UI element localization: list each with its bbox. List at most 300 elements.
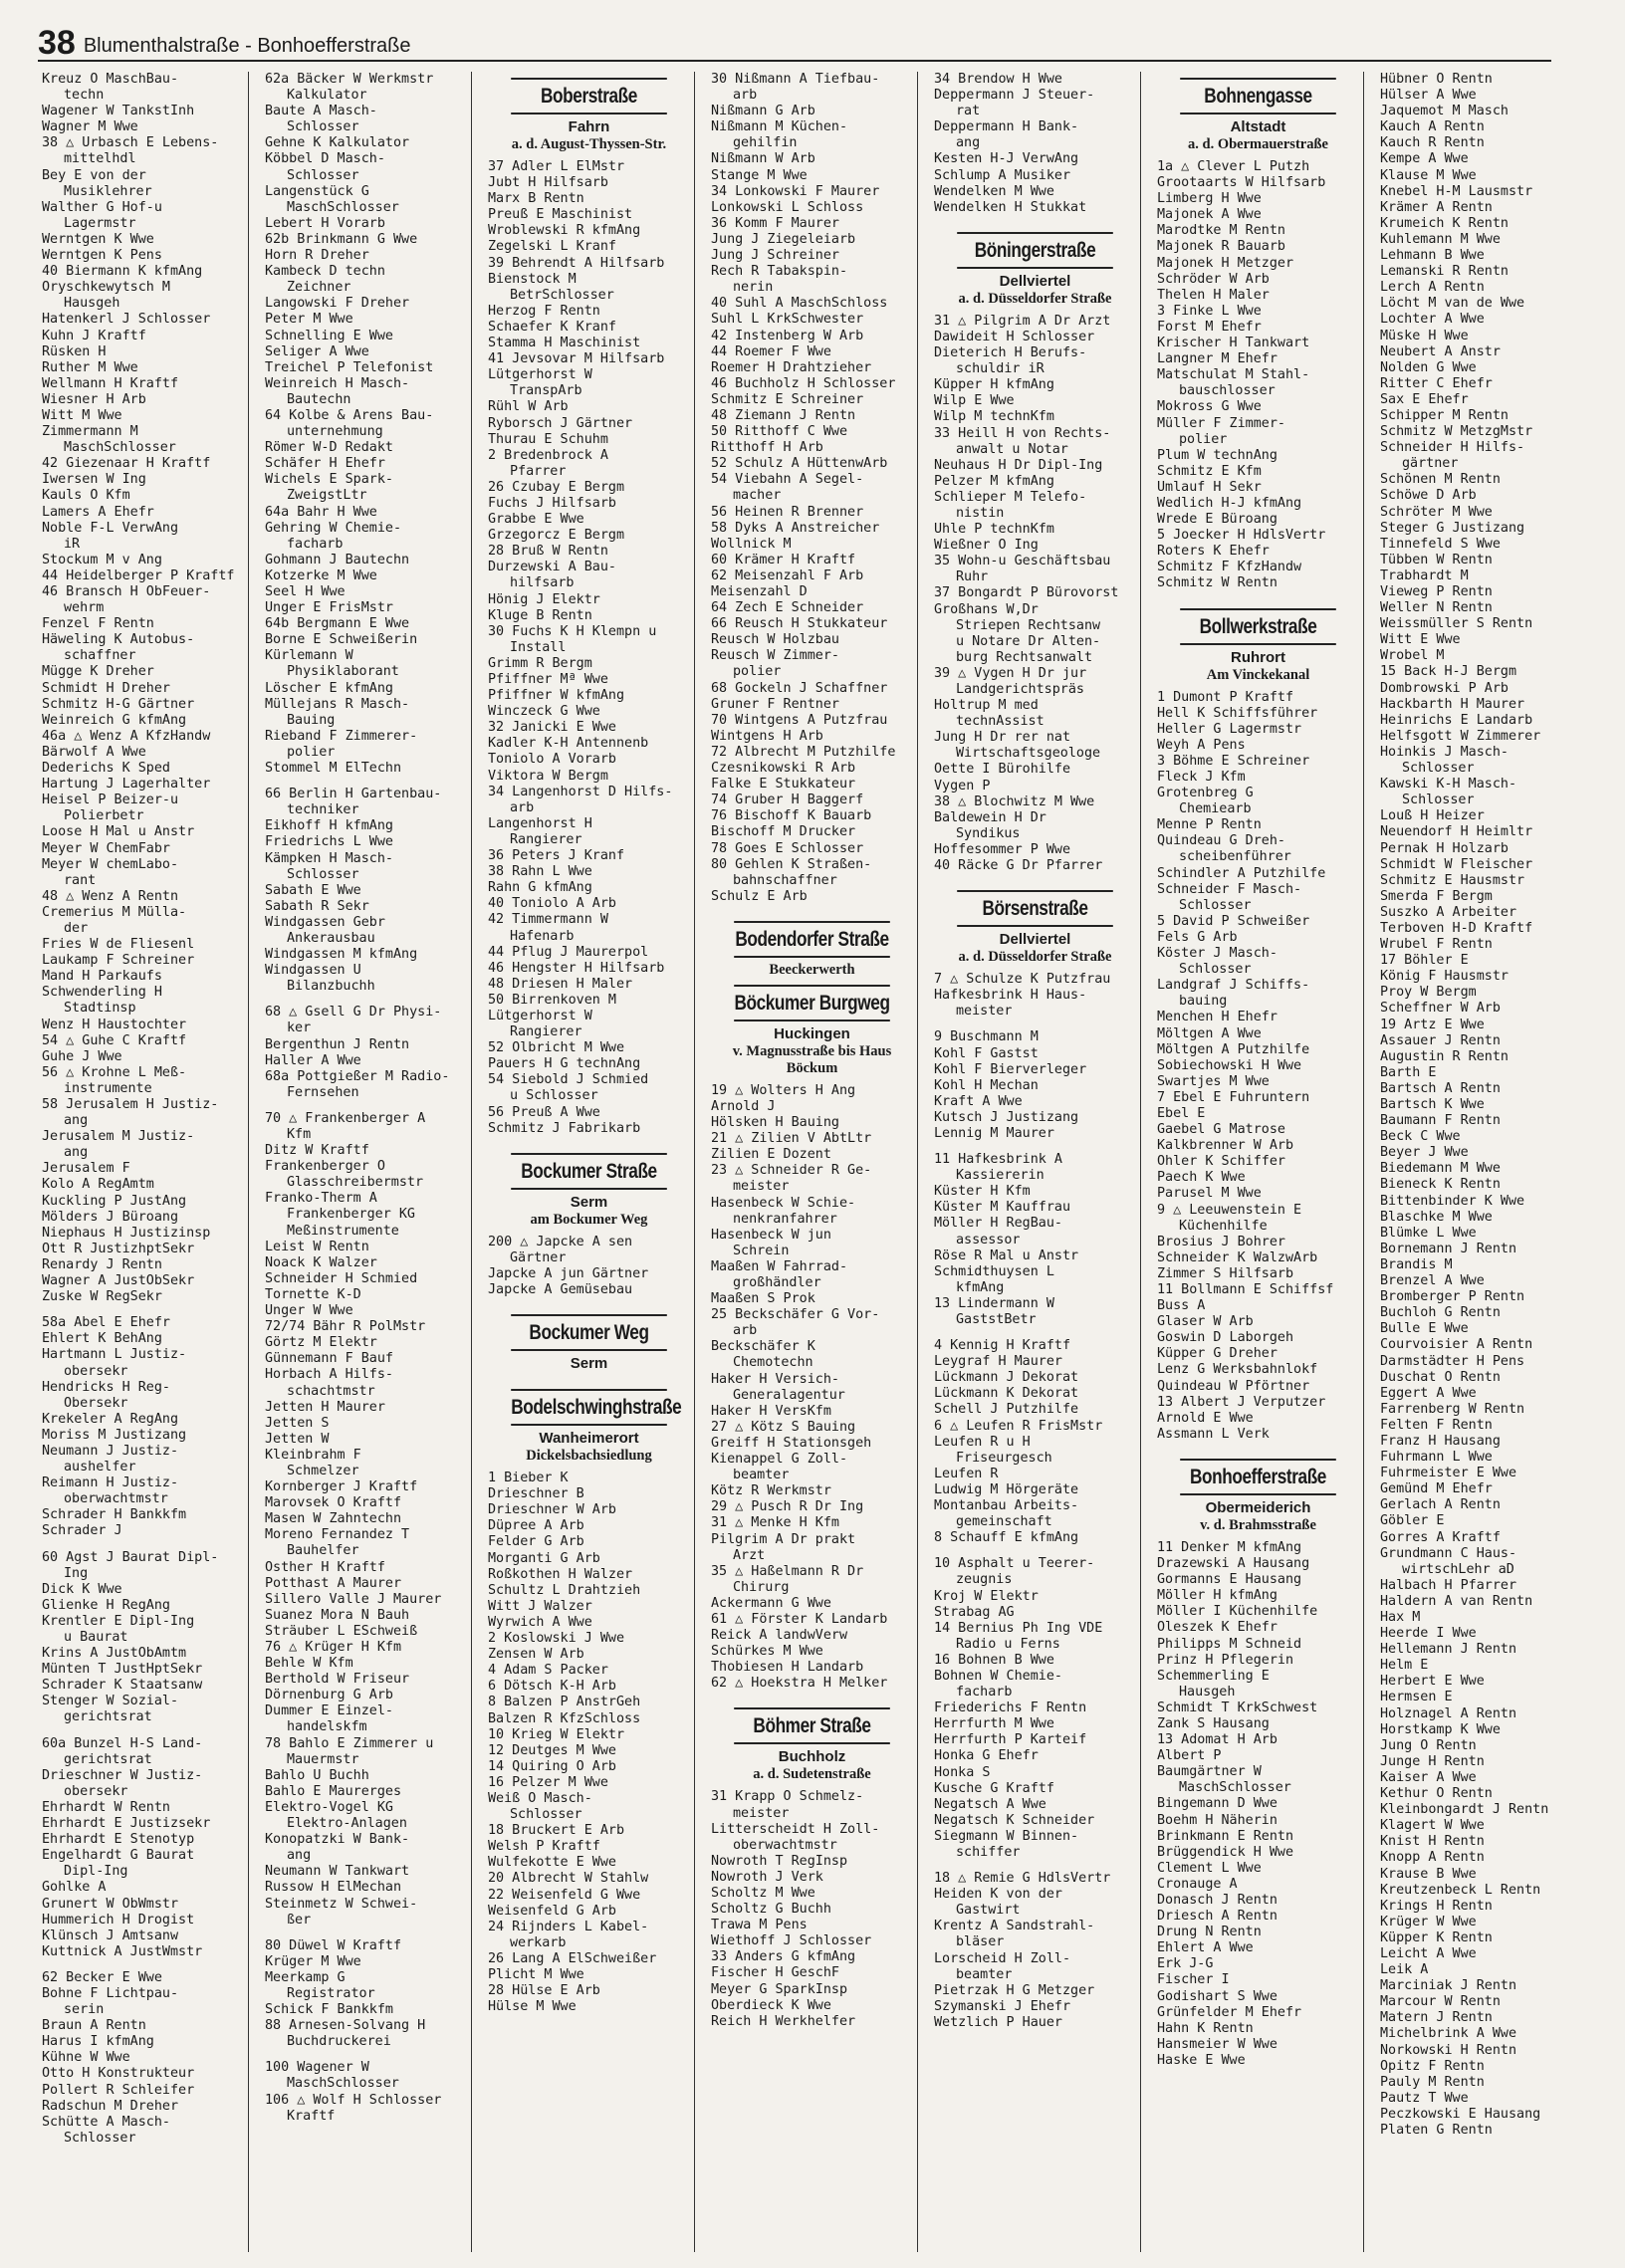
directory-entry: 106 △ Wolf H Schlosser <box>265 2092 442 2108</box>
directory-entry: 37 Bongardt P Bürovorst <box>934 585 1119 601</box>
directory-entry: Roters K Ehefr <box>1157 544 1270 560</box>
directory-entry: Langner M Ehefr <box>1157 351 1277 367</box>
directory-entry: 33 Anders G kfmAng <box>711 1949 856 1965</box>
directory-entry: Wedlich H-J kfmAng <box>1157 495 1302 511</box>
directory-entry: Kesten H-J VerwAng <box>934 151 1079 167</box>
directory-entry: Noble F-L VerwAng <box>42 520 179 536</box>
directory-entry: zeugnis <box>956 1572 1013 1588</box>
directory-entry: Meyer W chemLabo- <box>42 856 179 872</box>
directory-entry: Neumann W Tankwart <box>265 1864 410 1880</box>
directory-entry: Wulfekotte E Wwe <box>488 1855 616 1871</box>
district-label: Obermeiderich <box>1205 1498 1311 1516</box>
directory-entry: 16 Bohnen B Wwe <box>934 1652 1054 1668</box>
directory-entry: instrumente <box>64 1080 152 1096</box>
directory-entry: Loose H Mal u Anstr <box>42 824 195 840</box>
directory-entry: 52 Schulz A HüttenwArb <box>711 456 888 472</box>
directory-entry: Wiesner H Arb <box>42 391 146 407</box>
directory-entry: Bey E von der <box>42 167 146 183</box>
directory-entry: 8 Schauff E kfmAng <box>934 1530 1079 1546</box>
directory-entry: arb <box>733 88 758 104</box>
directory-entry: Seel H Wwe <box>265 584 346 599</box>
directory-entry: Wintgens H Arb <box>711 728 823 744</box>
directory-entry: Hübner O Rentn <box>1380 72 1493 87</box>
directory-entry: Harus I kfmAng <box>42 2034 154 2050</box>
directory-entry: 33 Heill H von Rechts- <box>934 425 1111 441</box>
directory-entry: Kawski K-H Masch- <box>1380 777 1517 793</box>
directory-entry: Wrubel F Rentn <box>1380 937 1493 953</box>
directory-entry: 23 △ Schneider R Ge- <box>711 1163 872 1179</box>
directory-entry: Hölsken H Bauing <box>711 1115 839 1131</box>
directory-entry: Bieneck K Rentn <box>1380 1177 1501 1193</box>
directory-entry: bauschlosser <box>1179 383 1276 399</box>
directory-entry: Balzen R KfzSchloss <box>488 1710 641 1726</box>
directory-entry: 6 Dötsch K-H Arb <box>488 1679 616 1695</box>
directory-entry: polier <box>287 744 336 760</box>
directory-entry: Marx B Rentn <box>488 191 584 207</box>
directory-entry: Küpper K Rentn <box>1380 1929 1493 1945</box>
directory-entry: 72/74 Bähr R PolMstr <box>265 1319 426 1335</box>
directory-entry: u Baurat <box>64 1630 128 1645</box>
directory-entry: Ackermann G Wwe <box>711 1595 831 1611</box>
directory-entry: Felder G Arb <box>488 1534 584 1550</box>
directory-entry: 21 △ Zilien V AbtLtr <box>711 1131 872 1147</box>
district-label: Serm <box>570 1355 608 1373</box>
directory-entry: Küster M Kauffrau <box>934 1200 1071 1216</box>
directory-entry: u Notare Dr Alten- <box>956 633 1101 649</box>
directory-entry: Ryborsch J Gärtner <box>488 415 633 431</box>
location-note: Beeckerwerth <box>769 961 855 978</box>
directory-entry: 28 Hülse E Arb <box>488 1983 600 1999</box>
directory-entry: Pfiffner W kfmAng <box>488 688 625 704</box>
directory-entry: Brandis M <box>1380 1256 1453 1272</box>
directory-entry: Jetten S <box>265 1415 330 1431</box>
directory-entry: Konopatzki W Bank- <box>265 1832 410 1848</box>
directory-entry: 36 Peters J Kranf <box>488 848 625 864</box>
directory-entry: Bauhelfer <box>287 1543 359 1559</box>
street-heading: Bollwerkstraße <box>1180 608 1336 645</box>
directory-entry: Roßkothen H Walzer <box>488 1566 633 1582</box>
column-2 <box>261 72 472 2252</box>
directory-entry: Roemer H Drahtzieher <box>711 359 872 375</box>
directory-entry: Kutsch J Justizang <box>934 1109 1079 1125</box>
directory-entry: ang <box>64 1113 89 1129</box>
directory-entry: Schmitz J Fabrikarb <box>488 1120 641 1136</box>
directory-entry: Wichels E Spark- <box>265 472 393 488</box>
directory-entry: burg Rechtsanwalt <box>956 649 1093 665</box>
directory-entry: Noack K Walzer <box>265 1254 377 1270</box>
directory-entry: Bulle E Wwe <box>1380 1321 1469 1337</box>
directory-entry: Kroj W Elektr <box>934 1588 1039 1604</box>
directory-entry: Ohler K Schiffer <box>1157 1154 1285 1170</box>
directory-entry: Gohmann J Bautechn <box>265 552 410 567</box>
street-heading: Bockumer Weg <box>511 1314 667 1351</box>
directory-entry: Quindeau G Dreh- <box>1157 833 1285 849</box>
directory-entry: Negatsch A Wwe <box>934 1796 1046 1812</box>
directory-entry: Möller I Küchenhilfe <box>1157 1604 1318 1620</box>
directory-entry: 40 Suhl A MaschSchloss <box>711 296 888 312</box>
directory-entry: Quindeau W Pförtner <box>1157 1378 1310 1394</box>
directory-entry: facharb <box>956 1685 1013 1701</box>
directory-entry: 26 Czubay E Bergm <box>488 479 625 495</box>
directory-entry: Jung J Ziegeleiarb <box>711 231 856 247</box>
street-heading: Böhmer Straße <box>734 1707 890 1744</box>
directory-entry: Wellmann H Kraftf <box>42 375 179 391</box>
directory-entry: Mügge K Dreher <box>42 664 154 680</box>
directory-entry: 14 Quiring O Arb <box>488 1758 616 1774</box>
spacer <box>265 1101 467 1111</box>
directory-entry: Potthast A Maurer <box>265 1575 402 1591</box>
directory-entry: Schmidt T KrkSchwest <box>1157 1700 1318 1715</box>
directory-entry: Pfiffner Mª Wwe <box>488 672 608 687</box>
directory-entry: Gorres A Kraftf <box>1380 1529 1501 1545</box>
directory-entry: Morganti G Arb <box>488 1550 600 1566</box>
directory-entry: Neubert A Anstr <box>1380 343 1501 359</box>
directory-entry: Kotzerke M Wwe <box>265 567 377 583</box>
directory-entry: 39 Behrendt A Hilfsarb <box>488 255 665 271</box>
directory-entry: Franko-Therm A <box>265 1191 377 1207</box>
directory-entry: Ebel E <box>1157 1105 1206 1121</box>
directory-entry: Weinreich H Masch- <box>265 375 410 391</box>
directory-entry: Hell K Schiffsführer <box>1157 705 1318 721</box>
directory-entry: Leufen R <box>934 1466 999 1481</box>
directory-entry: Gerlach A Rentn <box>1380 1497 1501 1513</box>
directory-entry: Schultz L Drahtzieh <box>488 1582 641 1598</box>
directory-entry: gerichtsrat <box>64 1751 152 1767</box>
directory-entry: Buchdruckerei <box>287 2034 391 2050</box>
directory-entry: Köbbel D Masch- <box>265 151 385 167</box>
spacer <box>42 1305 244 1315</box>
directory-entry: 26 Lang A ElSchweißer <box>488 1950 657 1966</box>
directory-entry: Bischoff M Drucker <box>711 824 856 840</box>
directory-entry: Toniolo A Vorarb <box>488 752 616 768</box>
directory-entry: Honka G Ehefr <box>934 1748 1039 1764</box>
directory-entry: Duschat O Rentn <box>1380 1369 1501 1385</box>
directory-entry: Marciniak J Rentn <box>1380 1978 1517 1994</box>
page-header <box>38 26 1551 62</box>
directory-entry: 48 Ziemann J Rentn <box>711 407 856 423</box>
directory-entry: Honka S <box>934 1764 991 1780</box>
column-4 <box>707 72 918 2252</box>
directory-entry: 64b Bergmann E Wwe <box>265 616 410 632</box>
directory-entry: großhändler <box>733 1275 821 1290</box>
directory-entry: Lemanski R Rentn <box>1380 264 1509 280</box>
directory-entry: Witt J Walzer <box>488 1598 592 1614</box>
directory-entry: Weinreich G kfmAng <box>42 712 187 728</box>
directory-entry: Bingemann D Wwe <box>1157 1796 1277 1812</box>
directory-entry: Kethur O Rentn <box>1380 1786 1493 1802</box>
directory-entry: Helfsgott W Zimmerer <box>1380 728 1541 744</box>
directory-entry: 46 Bransch H ObFeuer- <box>42 584 211 599</box>
directory-entry: Schmitz E Hausmstr <box>1380 872 1525 888</box>
directory-entry: Witt M Wwe <box>42 407 122 423</box>
directory-entry: Kleinbrahm F <box>265 1447 361 1463</box>
directory-entry: Gehring W Chemie- <box>265 520 402 536</box>
directory-entry: Chirurg <box>733 1579 790 1595</box>
directory-entry: 46a △ Wenz A KfzHandw <box>42 728 211 744</box>
directory-entry: Otto H Konstrukteur <box>42 2066 195 2082</box>
directory-entry: Klause M Wwe <box>1380 167 1477 183</box>
directory-entry: Schwenderling H <box>42 985 162 1001</box>
directory-entry: 31 △ Menke H Kfm <box>711 1515 839 1531</box>
directory-entry: Jetten W <box>265 1431 330 1447</box>
district-label: Ruhrort <box>1231 648 1285 666</box>
directory-entry: Schlosser <box>287 119 359 135</box>
directory-entry: Heinrichs E Landarb <box>1380 712 1533 728</box>
spacer <box>934 1142 1136 1152</box>
directory-entry: Kolo A RegAmtm <box>42 1177 154 1193</box>
directory-entry: Düpree A Arb <box>488 1518 584 1534</box>
directory-entry: Göbler E <box>1380 1513 1445 1529</box>
directory-entry: Windgassen M kfmAng <box>265 947 418 963</box>
street-heading: Boberstraße <box>511 78 667 114</box>
directory-entry: Barth E <box>1380 1064 1437 1080</box>
directory-entry: Ritthoff H Arb <box>711 440 823 456</box>
directory-entry: Krause B Wwe <box>1380 1866 1477 1882</box>
directory-entry: Iwersen W Ing <box>42 472 146 488</box>
directory-entry: Schönen M Rentn <box>1380 472 1501 488</box>
directory-entry: Müller F Zimmer- <box>1157 415 1285 431</box>
directory-entry: Hülse M Wwe <box>488 1999 577 2015</box>
column-1 <box>38 72 249 2252</box>
directory-entry: Bornemann J Rentn <box>1380 1241 1517 1256</box>
district-label: Wanheimerort <box>539 1430 639 1448</box>
directory-entry: Stommel M ElTechn <box>265 761 402 777</box>
directory-entry: Dörnenburg G Arb <box>265 1688 393 1703</box>
directory-entry: Kohl F Bierverleger <box>934 1061 1087 1077</box>
directory-entry: Jung J Schreiner <box>711 248 839 264</box>
directory-entry: Schütte A Masch- <box>42 2114 170 2130</box>
location-note: am Bockumer Weg <box>530 1211 648 1228</box>
directory-entry: Physiklaborant <box>287 664 399 680</box>
directory-entry: Leik A <box>1380 1962 1429 1978</box>
directory-entry: 36 Komm F Maurer <box>711 215 839 231</box>
directory-entry: Mölders J Büroang <box>42 1209 179 1225</box>
spacer <box>42 1540 244 1550</box>
directory-entry: Steger G Justizang <box>1380 520 1525 536</box>
spacer <box>934 216 1136 226</box>
directory-entry: 19 △ Wolters H Ang <box>711 1082 856 1098</box>
directory-entry: Nißmann M Küchen- <box>711 119 848 135</box>
directory-entry: Brinkmann E Rentn <box>1157 1828 1294 1844</box>
directory-entry: Kraft A Wwe <box>934 1093 1023 1109</box>
directory-entry: Neuendorf H Heimltr <box>1380 824 1533 840</box>
directory-entry: Suanez Mora N Bauh <box>265 1607 410 1623</box>
directory-entry: Küpper G Dreher <box>1157 1346 1277 1362</box>
directory-entry: Thobiesen H Landarb <box>711 1660 864 1676</box>
directory-entry: 70 △ Frankenberger A <box>265 1110 426 1126</box>
directory-entry: iR <box>64 536 81 552</box>
directory-entry: Möltgen A Putzhilfe <box>1157 1041 1310 1057</box>
directory-entry: Japcke A jun Gärtner <box>488 1265 649 1281</box>
directory-entry: aushelfer <box>64 1460 136 1475</box>
directory-entry: meister <box>733 1805 790 1821</box>
directory-entry: Krüger W Wwe <box>1380 1914 1477 1929</box>
directory-entry: Rühl W Arb <box>488 399 569 415</box>
directory-entry: Louß H Heizer <box>1380 808 1485 824</box>
directory-entry: Herbert E Wwe <box>1380 1674 1485 1690</box>
directory-entry: Reich H Werkhelfer <box>711 2013 856 2029</box>
directory-entry: Lebert H Vorarb <box>265 215 385 231</box>
directory-entry: 16 Pelzer M Wwe <box>488 1774 608 1790</box>
directory-entry: Schröder W Arb <box>1157 271 1270 287</box>
directory-entry: Schmelzer <box>287 1463 359 1478</box>
directory-entry: Knopp A Rentn <box>1380 1850 1485 1866</box>
directory-entry: Hansmeier W Wwe <box>1157 2036 1277 2052</box>
directory-entry: 52 Olbricht M Wwe <box>488 1040 625 1056</box>
directory-entry: Nolden G Wwe <box>1380 359 1477 375</box>
directory-entry: Hartmann L Justiz- <box>42 1347 187 1363</box>
directory-entry: schuldir iR <box>956 361 1045 377</box>
directory-entry: 18 Bruckert E Arb <box>488 1823 625 1839</box>
directory-entry: Kornberger J Kraftf <box>265 1479 418 1495</box>
directory-entry: 22 Weisenfeld G Wwe <box>488 1887 641 1903</box>
directory-entry: 34 Langenhorst D Hilfs- <box>488 784 673 799</box>
directory-entry: Oleszek K Ehefr <box>1157 1620 1277 1636</box>
directory-entry: Baldewein H Dr <box>934 809 1046 825</box>
directory-entry: 7 Ebel E Fuhruntern <box>1157 1089 1310 1105</box>
directory-entry: Neuhaus H Dr Dipl-Ing <box>934 457 1103 473</box>
directory-entry: Stamma H Maschinist <box>488 336 641 351</box>
directory-entry: schaffner <box>64 648 136 664</box>
directory-entry: Majonek R Bauarb <box>1157 239 1285 255</box>
directory-entry: Weissmüller S Rentn <box>1380 616 1533 632</box>
directory-entry: Schrader J <box>42 1523 122 1539</box>
directory-entry: bauing <box>1179 994 1228 1010</box>
directory-entry: Elektro-Anlagen <box>287 1816 407 1832</box>
directory-entry: Fernsehen <box>287 1084 359 1100</box>
directory-entry: Scholtz M Wwe <box>711 1886 815 1901</box>
directory-entry: 38 △ Blochwitz M Wwe <box>934 794 1095 809</box>
directory-entry: Cremerius M Mülla- <box>42 904 187 920</box>
directory-entry: 32 Janicki E Wwe <box>488 720 616 736</box>
directory-entry: Krentz A Sandstrahl- <box>934 1919 1095 1934</box>
directory-entry: bläser <box>956 1934 1005 1950</box>
directory-entry: Baumann F Rentn <box>1380 1113 1501 1129</box>
directory-entry: Rieband F Zimmerer- <box>265 728 418 744</box>
directory-entry: Fuhrmeister E Wwe <box>1380 1466 1517 1481</box>
directory-entry: Hermsen E <box>1380 1690 1453 1705</box>
directory-entry: Schrein <box>733 1243 790 1258</box>
directory-entry: Brosius J Bohrer <box>1157 1234 1285 1249</box>
directory-entry: Meerkamp G <box>265 1969 346 1985</box>
directory-entry: Lückmann K Dekorat <box>934 1386 1079 1402</box>
directory-entry: 42 Timmermann W <box>488 912 608 928</box>
directory-entry: Arnold J <box>711 1098 776 1114</box>
directory-entry: Kühne W Wwe <box>42 2050 130 2066</box>
directory-entry: Weller N Rentn <box>1380 600 1493 616</box>
directory-entry: Horstkamp K Wwe <box>1380 1721 1501 1737</box>
directory-entry: Schlosser <box>64 2130 136 2146</box>
directory-entry: Grotenbreg G <box>1157 786 1254 801</box>
directory-entry: Sträuber L ESchweiß <box>265 1623 418 1639</box>
directory-entry: Glasschreibermstr <box>287 1175 424 1191</box>
directory-entry: anwalt u Notar <box>956 441 1068 457</box>
directory-entry: Windgassen Gebr <box>265 914 385 930</box>
directory-entry: Marcour W Rentn <box>1380 1994 1501 2010</box>
directory-entry: Steinmetz W Schwei- <box>265 1896 418 1912</box>
directory-entry: Sax E Ehefr <box>1380 391 1469 407</box>
directory-entry: Landgerichtspräs <box>956 682 1084 697</box>
directory-entry: 41 Jevsovar M Hilfsarb <box>488 351 665 367</box>
directory-entry: rat <box>956 104 981 119</box>
directory-entry: 61 △ Förster K Landarb <box>711 1611 888 1627</box>
directory-entry: Paech K Wwe <box>1157 1170 1246 1186</box>
directory-entry: Schlosser <box>510 1807 582 1823</box>
directory-entry: Fels G Arb <box>1157 929 1238 945</box>
district-label: Dellviertel <box>999 272 1071 290</box>
directory-entry: Elektro-Vogel KG <box>265 1799 393 1815</box>
directory-entry: Windgassen U <box>265 963 361 979</box>
directory-entry: Hausgeh <box>64 296 120 312</box>
directory-entry: Günnemann F Bauf <box>265 1351 393 1367</box>
directory-entry: Zegelski L Kranf <box>488 239 616 255</box>
directory-entry: 3 Böhme E Schreiner <box>1157 753 1310 769</box>
directory-entry: Neumann J Justiz- <box>42 1443 179 1459</box>
directory-entry: Prinz H Pflegerin <box>1157 1652 1294 1668</box>
directory-entry: Lehmann B Wwe <box>1380 248 1485 264</box>
directory-entry: Jerusalem M Justiz- <box>42 1129 195 1145</box>
directory-entry: Umlauf H Sekr <box>1157 479 1262 495</box>
directory-entry: 9 △ Leeuwenstein E <box>1157 1202 1302 1218</box>
directory-entry: Proy W Bergm <box>1380 985 1477 1001</box>
directory-entry: Nißmann G Arb <box>711 104 815 119</box>
directory-entry: polier <box>733 664 782 680</box>
directory-entry: Peczkowski E Hausang <box>1380 2106 1541 2122</box>
directory-entry: Bauing <box>287 712 336 728</box>
directory-entry: Knebel H-M Lausmstr <box>1380 183 1533 199</box>
directory-entry: 40 Toniolo A Arb <box>488 896 616 912</box>
directory-entry: Arzt <box>733 1547 766 1563</box>
directory-entry: Bilanzbuchh <box>287 979 375 995</box>
spacer <box>265 1928 467 1938</box>
directory-entry: 54 Viebahn A Segel- <box>711 472 864 488</box>
directory-entry: Erk J-G <box>1157 1956 1214 1972</box>
directory-entry: Junge H Rentn <box>1380 1753 1485 1769</box>
directory-entry: Grunert W ObWmstr <box>42 1896 179 1912</box>
directory-entry: Fischer H GeschF <box>711 1965 839 1981</box>
directory-entry: Wrobel M <box>1380 648 1445 664</box>
directory-entry: Obersekr <box>64 1395 128 1411</box>
directory-entry: Krüger M Wwe <box>265 1953 361 1969</box>
directory-entry: wehrm <box>64 600 105 616</box>
directory-entry: Hellemann J Rentn <box>1380 1642 1517 1658</box>
directory-entry: 66 Reusch H Stukkateur <box>711 616 888 632</box>
directory-entry: Eggert A Wwe <box>1380 1385 1477 1401</box>
directory-entry: oberwachtmstr <box>64 1491 168 1507</box>
directory-entry: Langenhorst H <box>488 815 592 831</box>
directory-entry: Majonek A Wwe <box>1157 207 1262 223</box>
directory-entry: Czesnikowski R Arb <box>711 761 856 777</box>
directory-entry: Horn R Dreher <box>265 248 369 264</box>
directory-entry: Forst M Ehefr <box>1157 319 1262 335</box>
directory-entry: Musiklehrer <box>64 183 152 199</box>
directory-entry: rant <box>64 872 97 888</box>
location-note: v. d. Brahmsstraße <box>1200 1516 1316 1533</box>
directory-entry: der <box>64 920 89 936</box>
directory-entry: Grabbe E Wwe <box>488 512 584 528</box>
directory-entry: Schlosser <box>1179 897 1252 913</box>
directory-entry: Montanbau Arbeits- <box>934 1498 1079 1514</box>
directory-entry: Buss A <box>1157 1298 1206 1314</box>
directory-entry: 2 Koslowski J Wwe <box>488 1631 625 1647</box>
directory-entry: schiffer <box>956 1845 1021 1860</box>
directory-entry: Lonkowski L Schloss <box>711 199 864 215</box>
directory-entry: Unger E FrisMstr <box>265 600 393 616</box>
directory-entry: Tornette K-D <box>265 1286 361 1302</box>
directory-entry: Friederichs F Rentn <box>934 1701 1087 1716</box>
spacer <box>1157 1443 1359 1453</box>
directory-entry: 39 △ Vygen H Dr jur <box>934 665 1087 681</box>
